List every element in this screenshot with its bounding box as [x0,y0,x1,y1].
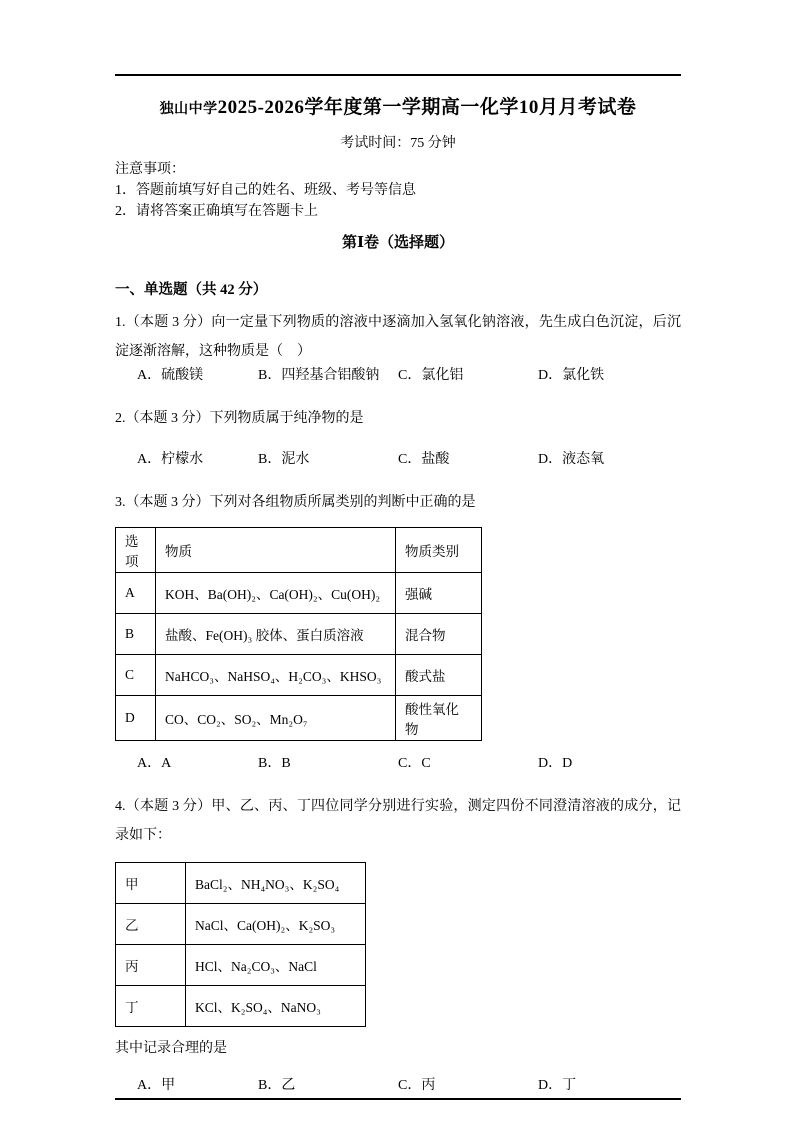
table-row [116,573,482,614]
table-header-cell: 物质 [156,528,396,573]
notices-heading: 注意事项： [115,162,185,177]
table-header-cell: 物质类别 [396,528,482,573]
question-2-text: 2.（本题 3 分）下列物质属于纯净物的是 [115,411,364,426]
table-cell: C [116,655,156,696]
table-cell: 酸性氧化物 [396,696,482,741]
table-cell: 甲 [116,863,186,904]
footer-rule [115,1098,681,1100]
option-a: A．甲 [137,1078,176,1093]
spacer [115,386,681,395]
spacer [115,470,681,479]
table-row [116,696,482,741]
option-c: C．盐酸 [398,452,450,467]
question-2 [115,404,681,470]
table-row [116,655,482,696]
page-title [115,92,681,119]
table-cell: 乙 [116,904,186,945]
question-1 [115,308,681,386]
table-cell: NaCl、Ca(OH)₂、K₂SO₃ [186,904,366,945]
section-title: 第Ⅰ卷（选择题） [341,235,455,251]
part-heading: 一、单选题（共 42 分） [115,282,268,298]
question-3-table [115,527,482,741]
question-4 [115,792,681,1096]
table-row [116,863,366,904]
option-b: B．泥水 [258,452,310,467]
table-row [116,528,482,573]
question-4-followup: 其中记录合理的是 [115,1041,227,1056]
option-c: C．丙 [398,1078,436,1093]
table-row [116,986,366,1027]
question-1-text: 1.（本题 3 分）向一定量下列物质的溶液中逐滴加入氢氧化钠溶液，先生成白色沉淀，后沉淀逐渐溶解，这种物质是（ ） [115,315,681,359]
question-3-text: 3.（本题 3 分）下列对各组物质所属类别的判断中正确的是 [115,495,476,510]
option-d: D．氯化铁 [538,368,605,383]
option-d: D．D [538,756,573,771]
table-cell: 强碱 [396,573,482,614]
table-cell: 丁 [116,986,186,1027]
question-4-options [137,1076,681,1096]
question-3-options [137,754,681,774]
question-4-table [115,862,366,1027]
option-a: A．柠檬水 [137,452,204,467]
table-cell: 丙 [116,945,186,986]
notice-item-2: 2．请将答案正确填写在答题卡上 [115,204,318,219]
option-d: D．液态氧 [538,452,605,467]
table-header-cell: 选项 [116,528,156,573]
table-cell: NaHCO₃、NaHSO₄、H₂CO₃、KHSO₃ [156,655,396,696]
table-row [116,904,366,945]
table-cell: D [116,696,156,741]
notice-item-1: 1．答题前填写好自己的姓名、班级、考号等信息 [115,183,416,198]
table-cell: 盐酸、Fe(OH)₃ 胶体、蛋白质溶液 [156,614,396,655]
option-b: B．乙 [258,1078,296,1093]
option-d: D．丁 [538,1078,577,1093]
table-cell: CO、CO₂、SO₂、Mn₂O₇ [156,696,396,741]
table-cell: 混合物 [396,614,482,655]
question-1-options [137,366,681,386]
table-row [116,614,482,655]
table-row [116,945,366,986]
option-b: B．B [258,756,291,771]
option-c: C．氯化铝 [398,368,464,383]
question-3 [115,488,681,774]
exam-time: 考试时间：75 分钟 [340,136,456,151]
option-a: A．A [137,756,172,771]
table-cell: HCl、Na₂CO₃、NaCl [186,945,366,986]
option-c: C．C [398,756,431,771]
table-cell: KOH、Ba(OH)₂、Ca(OH)₂、Cu(OH)₂ [156,573,396,614]
header-rule [115,74,681,76]
table-cell: B [116,614,156,655]
question-2-options [137,450,681,470]
question-4-text: 4.（本题 3 分）甲、乙、丙、丁四位同学分别进行实验，测定四份不同澄清溶液的成分，记录如下： [115,799,681,843]
spacer [115,774,681,783]
exam-title-text: 2025-2026学年度第一学期高一化学10月月考试卷 [217,97,637,118]
option-a: A．硫酸镁 [137,368,204,383]
school-name: 独山中学 [159,102,218,117]
table-cell: A [116,573,156,614]
table-cell: KCl、K₂SO₄、NaNO₃ [186,986,366,1027]
table-cell: 酸式盐 [396,655,482,696]
option-b: B．四羟基合铝酸钠 [258,368,380,383]
table-cell: BaCl₂、NH₄NO₃、K₂SO₄ [186,863,366,904]
